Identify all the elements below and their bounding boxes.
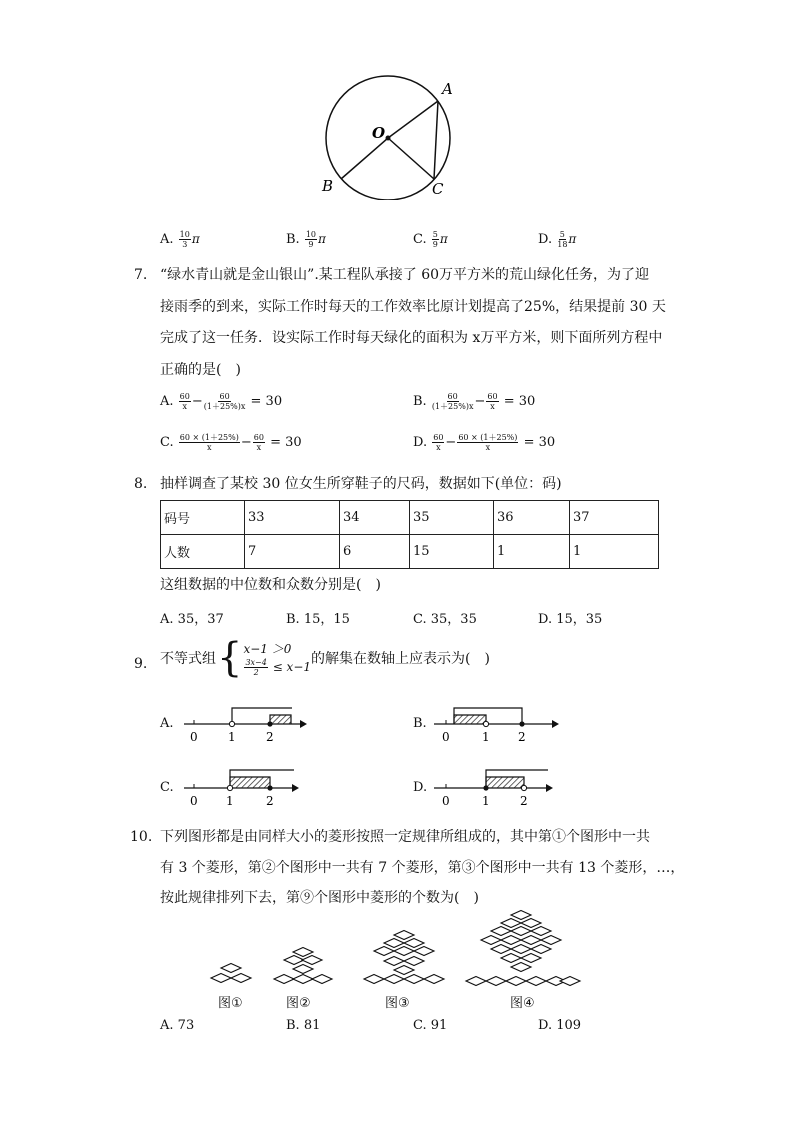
q9-option-b[interactable]: B. bbox=[413, 716, 427, 731]
svg-text:0: 0 bbox=[442, 794, 450, 808]
q6-option-b[interactable]: B. $\frac{10}{9}$ π bbox=[286, 230, 326, 249]
q6-option-c[interactable]: C. $\frac{5}{9}$ π bbox=[413, 230, 448, 249]
figure-1-label: 图① bbox=[218, 996, 243, 1011]
figure-3 bbox=[364, 931, 444, 984]
svg-text:0: 0 bbox=[190, 730, 198, 744]
label-c: C bbox=[432, 180, 444, 198]
q9-prefix: 不等式组 bbox=[160, 651, 216, 667]
table-cell: 37 bbox=[570, 501, 659, 535]
q10-option-c[interactable]: C. 91 bbox=[413, 1018, 448, 1033]
q6-option-b-letter: B. bbox=[286, 232, 300, 247]
radius-oc bbox=[388, 138, 434, 179]
q7-option-d[interactable]: D. $\frac{60}{x}$ − $\frac{60 \times (1+25\%)}{x}$ = 30 bbox=[413, 433, 556, 452]
q8-number: 8. bbox=[134, 476, 148, 492]
table-cell: 34 bbox=[340, 501, 410, 535]
radius-oa bbox=[388, 101, 438, 138]
q7-line-3: 完成了这一任务．设实际工作时每天绿化的面积为 x万平方米，则下面所列方程中 bbox=[160, 330, 663, 346]
table-cell: 1 bbox=[570, 535, 659, 569]
q10-line-3: 按此规律排列下去，第⑨个图形中菱形的个数为( ) bbox=[160, 890, 479, 906]
q7-line-1: “绿水青山就是金山银山”.某工程队承接了 60万平方米的荒山绿化任务，为了迎 bbox=[160, 267, 650, 283]
q8-option-d[interactable]: D. 15，35 bbox=[538, 612, 603, 627]
table-row bbox=[161, 501, 659, 535]
q7-option-b[interactable]: B. $\frac{60}{(1+25\%)x}$ − $\frac{60}{x}$ = 30 bbox=[413, 392, 536, 411]
q9-numberline-c bbox=[180, 764, 310, 808]
q9-stem bbox=[160, 636, 490, 680]
table-cell: 33 bbox=[245, 501, 340, 535]
q9-suffix: 的解集在数轴上应表示为( ) bbox=[311, 651, 490, 667]
q9-option-d[interactable]: D. bbox=[413, 780, 428, 795]
figure-2-label: 图② bbox=[286, 996, 311, 1011]
table-cell: 15 bbox=[410, 535, 494, 569]
svg-text:1: 1 bbox=[226, 794, 234, 808]
q9-numberline-d bbox=[430, 764, 560, 808]
q6-option-a-fraction: $\frac{10}{3}$ bbox=[179, 230, 190, 249]
figure-4-label: 图④ bbox=[510, 996, 535, 1011]
svg-text:2: 2 bbox=[266, 794, 274, 808]
svg-text:2: 2 bbox=[266, 730, 274, 744]
q10-option-b[interactable]: B. 81 bbox=[286, 1018, 321, 1033]
q8-stem: 抽样调查了某校 30 位女生所穿鞋子的尺码，数据如下(单位：码) bbox=[160, 476, 562, 492]
q10-option-a[interactable]: A. 73 bbox=[160, 1018, 195, 1033]
table-cell: 36 bbox=[494, 501, 570, 535]
figure-2 bbox=[274, 948, 332, 984]
q9-numberline-b bbox=[430, 702, 560, 744]
center-dot bbox=[386, 136, 391, 141]
q7-option-a[interactable]: A. $\frac{60}{x}$ − $\frac{60}{(1+25\%)x}$ = 30 bbox=[160, 392, 283, 411]
q7-option-c[interactable]: C. $\frac{60 \times (1+25\%)}{x}$ − $\frac{60}{x}$ = 30 bbox=[160, 433, 302, 452]
table-cell: 6 bbox=[340, 535, 410, 569]
q9-brace: { bbox=[217, 635, 243, 681]
q6-option-d-fraction: $\frac{5}{18}$ bbox=[557, 230, 568, 249]
chord-ac bbox=[434, 101, 438, 179]
q8-question: 这组数据的中位数和众数分别是( ) bbox=[160, 577, 381, 593]
q8-option-a[interactable]: A. 35，37 bbox=[160, 612, 224, 627]
table-cell: 人数 bbox=[161, 535, 245, 569]
table-cell: 1 bbox=[494, 535, 570, 569]
table-cell: 7 bbox=[245, 535, 340, 569]
q6-option-d[interactable]: D. $\frac{5}{18}$ π bbox=[538, 230, 577, 249]
q10-rhombus-figures bbox=[200, 905, 590, 995]
q6-option-b-fraction: $\frac{10}{9}$ bbox=[305, 230, 317, 249]
svg-text:0: 0 bbox=[442, 730, 450, 744]
svg-text:2: 2 bbox=[520, 794, 528, 808]
svg-text:1: 1 bbox=[482, 730, 490, 744]
table-cell: 35 bbox=[410, 501, 494, 535]
q6-option-a-letter: A. bbox=[160, 232, 174, 247]
figure-3-label: 图③ bbox=[385, 996, 410, 1011]
q6-option-d-letter: D. bbox=[538, 232, 553, 247]
q9-system: x−1 ＞0 $\frac{3x-4}{2}$ ≤ x−1 bbox=[243, 641, 312, 677]
q8-table bbox=[160, 500, 659, 569]
q7-number: 7. bbox=[134, 267, 148, 283]
q9-numberline-a bbox=[180, 702, 310, 744]
radius-ob bbox=[341, 138, 388, 179]
label-a: A bbox=[442, 80, 453, 98]
q9-option-a[interactable]: A. bbox=[160, 716, 174, 731]
svg-text:1: 1 bbox=[482, 794, 490, 808]
figure-4 bbox=[466, 911, 580, 986]
q10-line-2: 有 3 个菱形，第②个图形中一共有 7 个菱形，第③个图形中一共有 13 个菱形，…， bbox=[160, 860, 685, 876]
svg-text:0: 0 bbox=[190, 794, 198, 808]
q10-line-1: 下列图形都是由同样大小的菱形按照一定规律所组成的，其中第①个图形中一共 bbox=[160, 829, 650, 845]
q8-option-b[interactable]: B. 15，15 bbox=[286, 612, 350, 627]
q8-option-c[interactable]: C. 35，35 bbox=[413, 612, 477, 627]
label-o: O bbox=[372, 124, 386, 142]
q9-option-c[interactable]: C. bbox=[160, 780, 174, 795]
table-cell: 码号 bbox=[161, 501, 245, 535]
figure-1 bbox=[211, 964, 251, 983]
q6-circle-figure bbox=[310, 70, 470, 200]
q7-line-4: 正确的是( ) bbox=[160, 362, 241, 378]
q10-number: 10. bbox=[130, 829, 153, 845]
q10-option-d[interactable]: D. 109 bbox=[538, 1018, 582, 1033]
q6-option-c-letter: C. bbox=[413, 232, 427, 247]
q7-line-2: 接雨季的到来，实际工作时每天的工作效率比原计划提高了25%，结果提前 30 天 bbox=[160, 299, 666, 315]
svg-text:1: 1 bbox=[228, 730, 236, 744]
q6-option-a[interactable]: A. $\frac{10}{3}$ π bbox=[160, 230, 200, 249]
q9-number: 9. bbox=[134, 656, 148, 672]
label-b: B bbox=[322, 177, 334, 195]
q6-option-c-fraction: $\frac{5}{9}$ bbox=[432, 230, 438, 249]
table-row bbox=[161, 535, 659, 569]
svg-text:2: 2 bbox=[518, 730, 526, 744]
